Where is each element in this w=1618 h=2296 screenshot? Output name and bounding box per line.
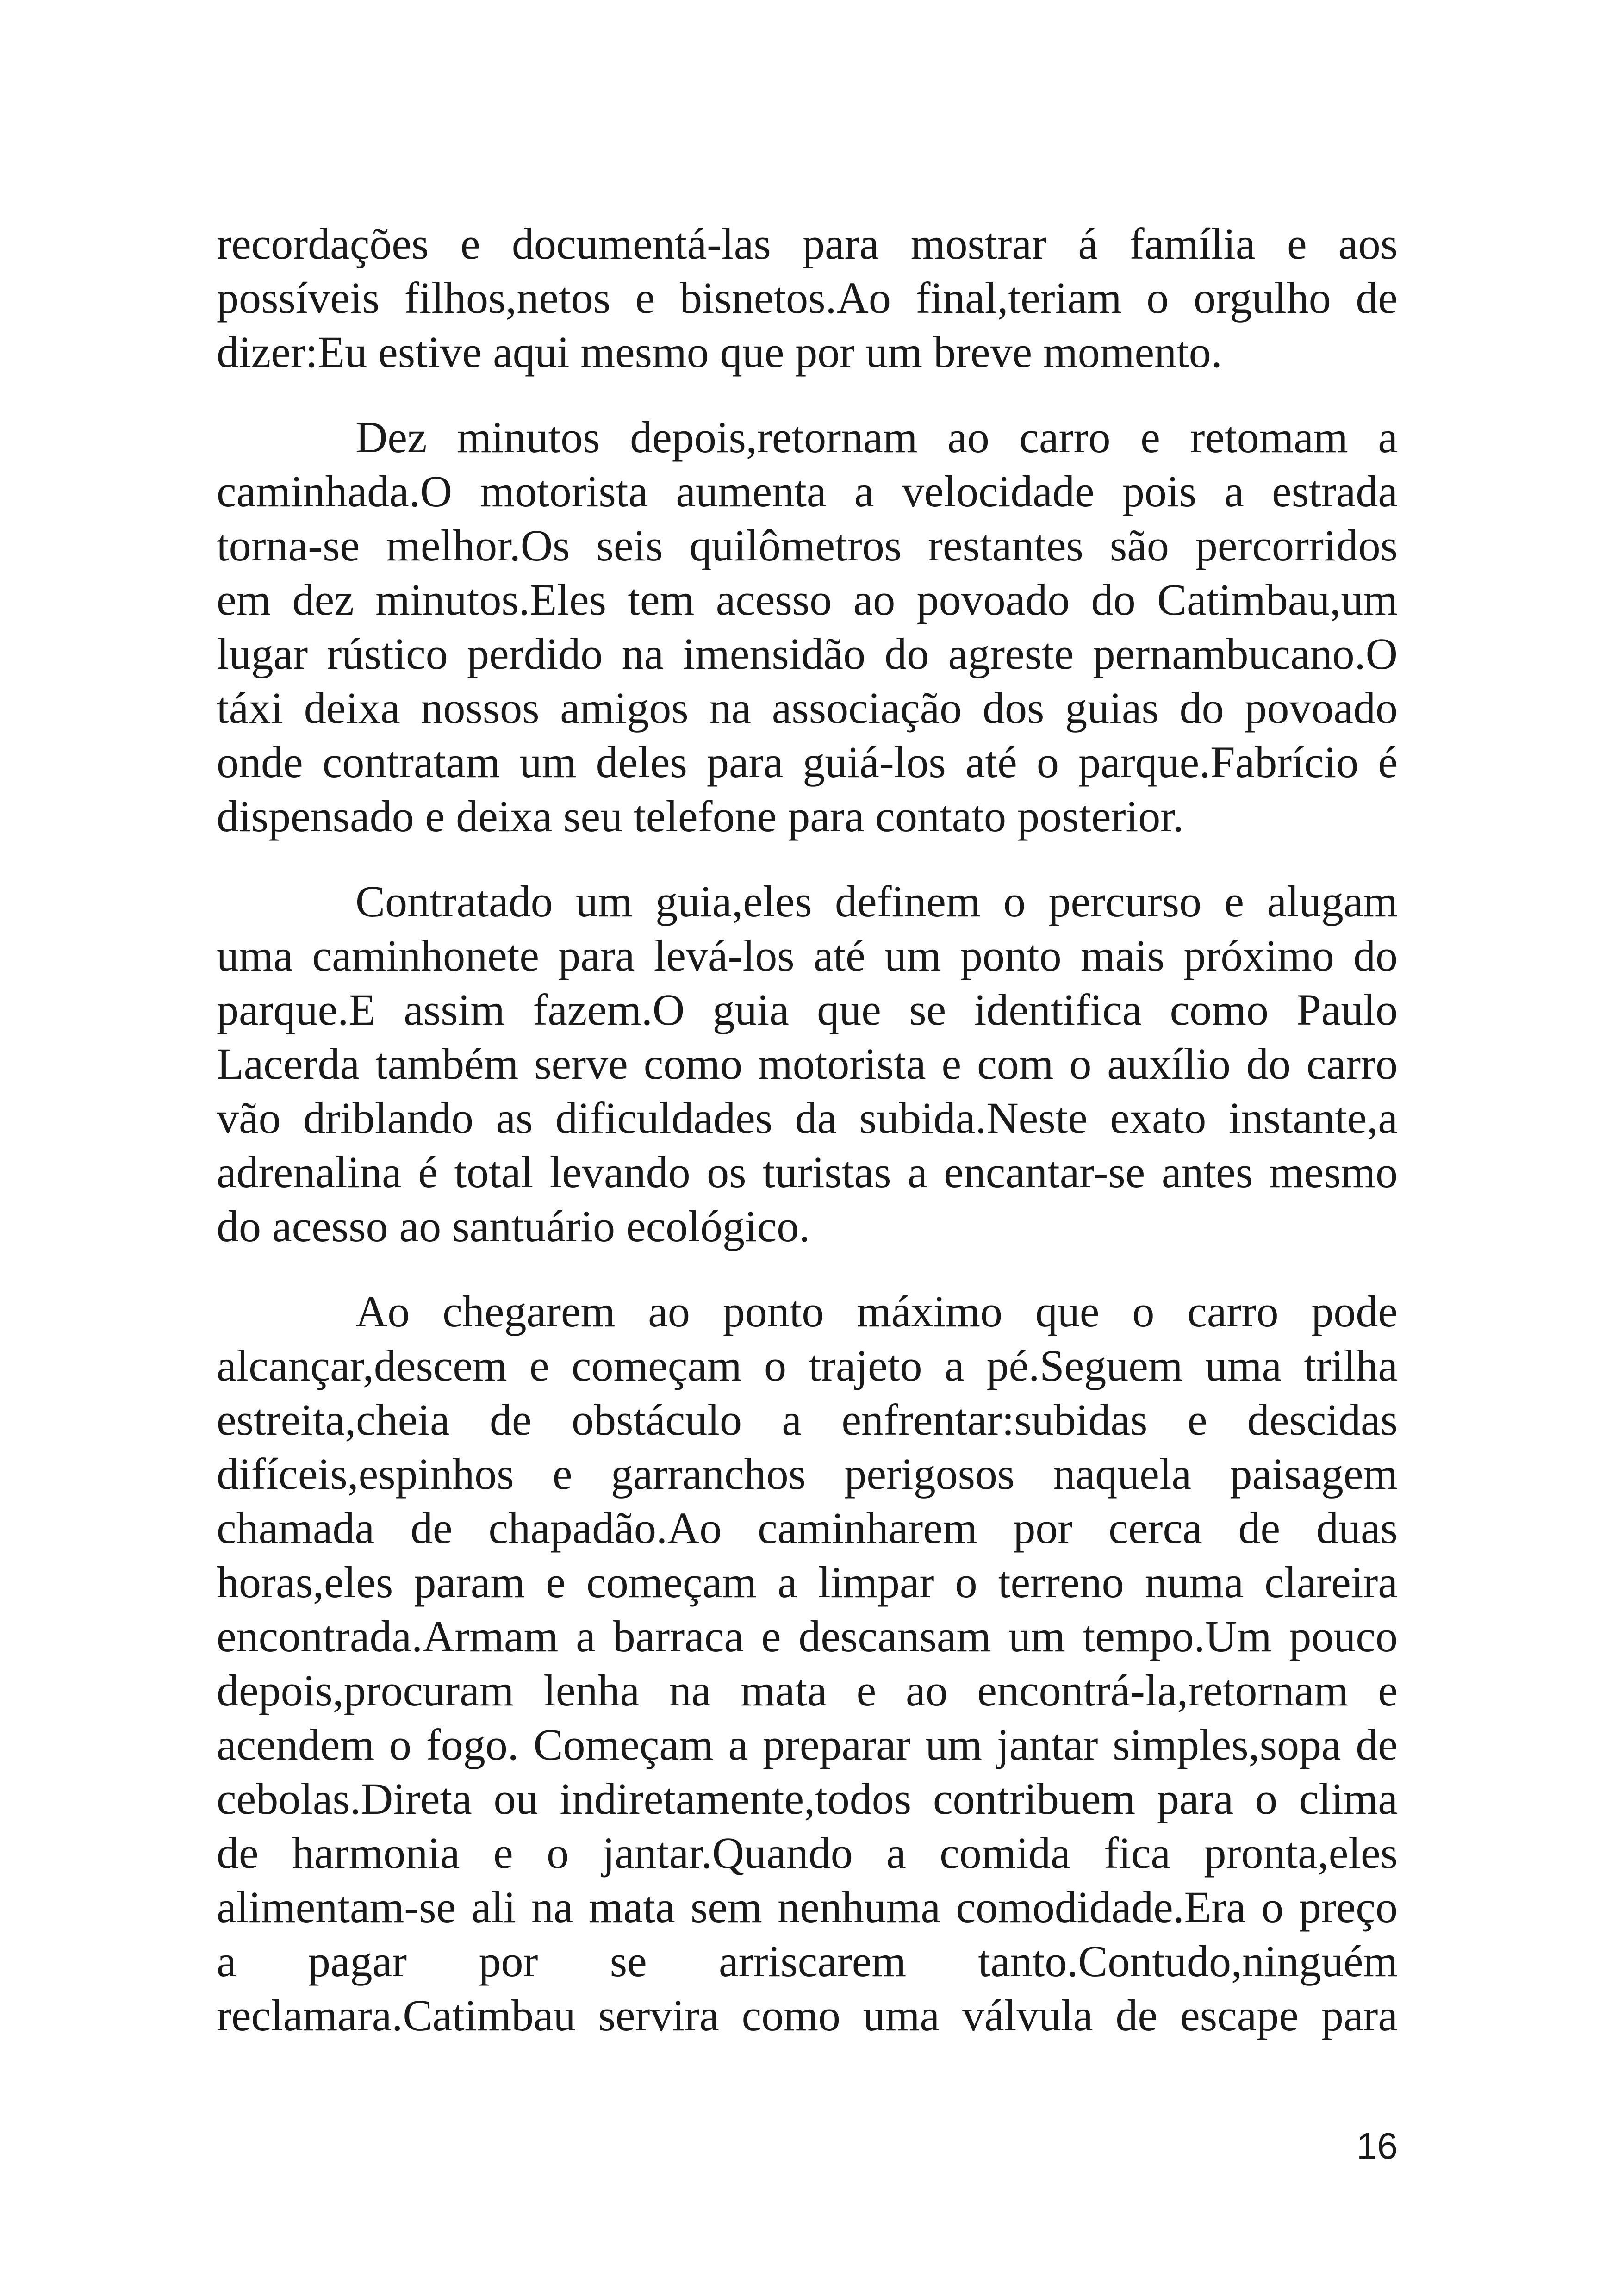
body-text: [217, 217, 1398, 2042]
paragraph-gap: [217, 1253, 1398, 1284]
paragraph: [217, 874, 1398, 1253]
text-line: encontrada.Armam a barraca e descansam um tempo.Um pouco: [217, 1612, 1398, 1661]
text-line: de harmonia e o jantar.Quando a comida fica pronta,eles: [217, 1828, 1398, 1878]
text-line: cebolas.Direta ou indiretamente,todos contribuem para o clima: [217, 1774, 1398, 1823]
text-line: difíceis,espinhos e garranchos perigosos naquela paisagem: [217, 1449, 1398, 1499]
text-line: parque.E assim fazem.O guia que se identifica como Paulo: [217, 985, 1398, 1034]
text-line: Ao chegarem ao ponto máximo que o carro pode: [355, 1287, 1398, 1336]
text-line: Contratado um guia,eles definem o percurso e alugam: [355, 877, 1398, 926]
text-line: a pagar por se arriscarem tanto.Contudo,ninguém: [217, 1936, 1398, 1986]
text-line: horas,eles param e começam a limpar o terreno numa clareira: [217, 1557, 1398, 1607]
text-line: Lacerda também serve como motorista e com o auxílio do carro: [217, 1039, 1398, 1089]
text-line: vão driblando as dificuldades da subida.Neste exato instante,a: [217, 1093, 1398, 1143]
text-line: reclamara.Catimbau servira como uma válvula de escape para: [217, 1991, 1398, 2040]
paragraph: [217, 217, 1398, 379]
text-line: adrenalina é total levando os turistas a encantar-se antes mesmo: [217, 1147, 1398, 1197]
text-line: acendem o fogo. Começam a preparar um jantar simples,sopa de: [217, 1720, 1398, 1769]
text-line: em dez minutos.Eles tem acesso ao povoado do Catimbau,um: [217, 575, 1398, 624]
text-line: recordações e documentá-las para mostrar á família e aos: [217, 219, 1398, 268]
paragraph: [217, 410, 1398, 843]
text-line: torna-se melhor.Os seis quilômetros restantes são percorridos: [217, 521, 1398, 570]
text-line: dispensado e deixa seu telefone para contato posterior.: [217, 791, 1184, 841]
text-line: depois,procuram lenha na mata e ao encontrá-la,retornam e: [217, 1666, 1398, 1715]
text-line: do acesso ao santuário ecológico.: [217, 1201, 810, 1251]
text-line: onde contratam um deles para guiá-los até o parque.Fabrício é: [217, 737, 1398, 787]
text-line: estreita,cheia de obstáculo a enfrentar:subidas e descidas: [217, 1395, 1398, 1444]
text-line: alcançar,descem e começam o trajeto a pé.Seguem uma trilha: [217, 1341, 1398, 1390]
text-line: uma caminhonete para levá-los até um ponto mais próximo do: [217, 931, 1398, 980]
text-line: chamada de chapadão.Ao caminharem por cerca de duas: [217, 1503, 1398, 1553]
text-line: táxi deixa nossos amigos na associação dos guias do povoado: [217, 683, 1398, 733]
page-number: 16: [1357, 2125, 1398, 2166]
text-line: caminhada.O motorista aumenta a velocidade pois a estrada: [217, 467, 1398, 516]
paragraph-gap: [217, 843, 1398, 874]
text-line: lugar rústico perdido na imensidão do agreste pernambucano.O: [217, 629, 1398, 678]
paragraph: [217, 1284, 1398, 2042]
text-line: dizer:Eu estive aqui mesmo que por um breve momento.: [217, 327, 1222, 377]
paragraph-gap: [217, 379, 1398, 410]
text-line: possíveis filhos,netos e bisnetos.Ao final,teriam o orgulho de: [217, 273, 1398, 323]
text-line: Dez minutos depois,retornam ao carro e retomam a: [355, 412, 1398, 462]
text-line: alimentam-se ali na mata sem nenhuma comodidade.Era o preço: [217, 1882, 1398, 1932]
